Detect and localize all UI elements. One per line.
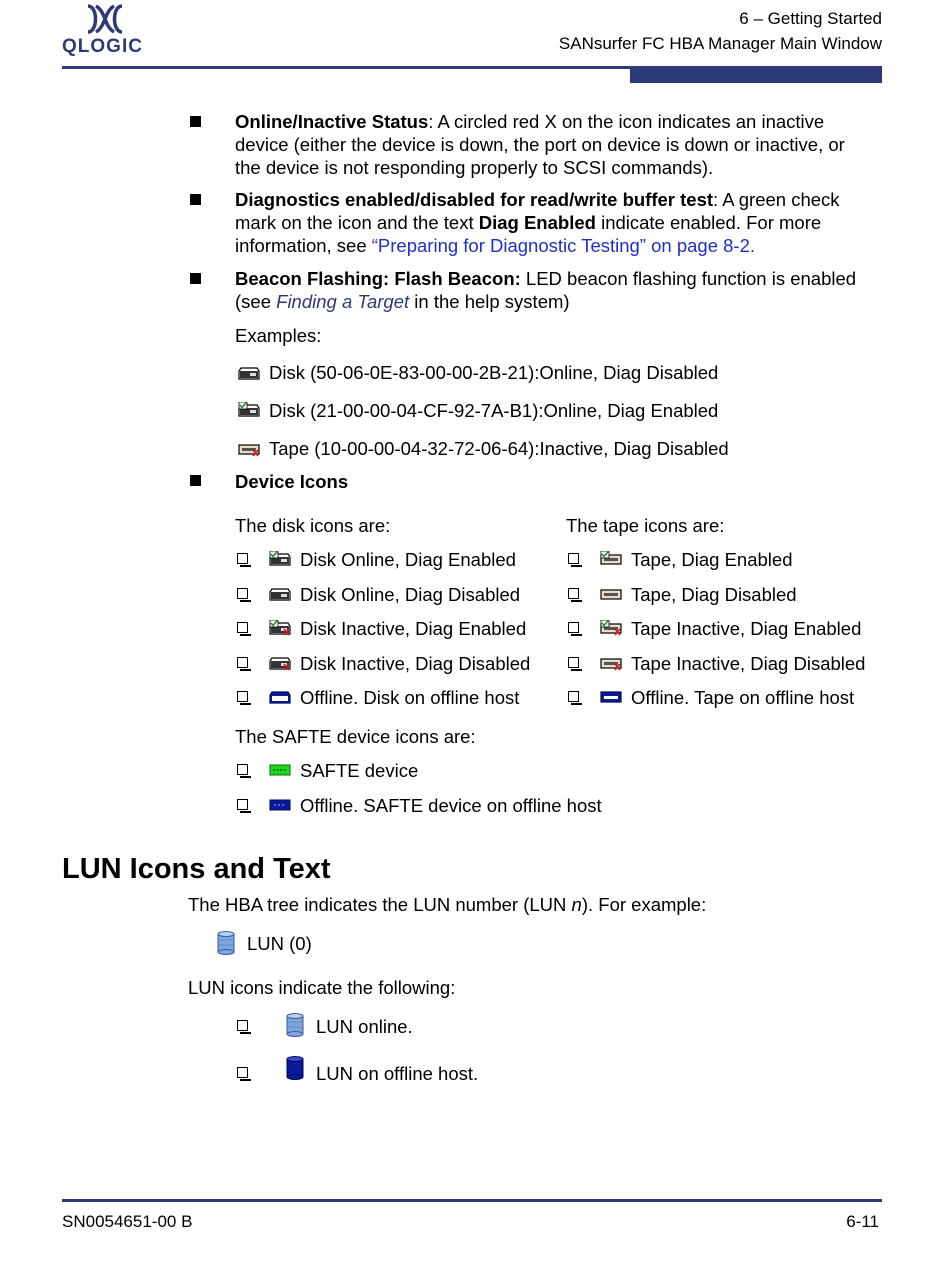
tape-icon-item: Tape Inactive, Diag Disabled (631, 653, 866, 674)
example-item: Tape (10-00-00-04-32-72-06-64):Inactive, Diag Disabled (269, 438, 729, 459)
lun-list-intro: LUN icons indicate the following: (188, 977, 456, 998)
status-paragraph (235, 110, 895, 179)
disk-online-diag-enabled-icon (238, 402, 260, 418)
examples-label: Examples: (235, 325, 322, 346)
example-item: Disk (50-06-0E-83-00-00-2B-21):Online, Diag Disabled (269, 362, 719, 383)
footer-rule (62, 1199, 882, 1202)
qlogic-logo-icon (84, 4, 126, 34)
disk-icon-item: Offline. Disk on offline host (300, 687, 520, 708)
tape-diag-disabled-icon (600, 586, 622, 602)
status-desc: : A circled red X on the icon indicates an inactive (428, 111, 825, 132)
status-desc-2: device (either the device is down, the port on device is down or inactive, or (235, 134, 845, 155)
status-desc-3: the device is not responding properly to SCSI commands). (235, 157, 714, 178)
bullet-square (190, 194, 201, 205)
tape-icon-item: Offline. Tape on offline host (631, 687, 855, 708)
lun-online-icon (285, 1013, 305, 1037)
lun-online-icon (216, 931, 236, 955)
safte-item: SAFTE device (300, 760, 419, 781)
bullet-square (190, 475, 201, 486)
beacon-desc-2c: in the help system) (409, 291, 570, 312)
lun-section-title: LUN Icons and Text (62, 853, 331, 885)
device-icons-term-text: Device Icons (235, 471, 349, 492)
tape-icon-item: Tape Inactive, Diag Enabled (631, 618, 862, 639)
list-checkbox (237, 553, 248, 564)
qlogic-logo (62, 4, 152, 56)
lun-intro-c: ). For example: (581, 894, 707, 915)
diag-term: Diagnostics enabled/disabled for read/write buffer test (235, 189, 714, 210)
disk-icon-item: Disk Inactive, Diag Disabled (300, 653, 531, 674)
lun-intro (188, 893, 706, 916)
logo-text: QLOGIC (62, 36, 143, 57)
lun-example: LUN (0) (247, 933, 312, 954)
tape-icon-item: Tape, Diag Enabled (631, 549, 793, 570)
tape-icon-item: Tape, Diag Disabled (631, 584, 797, 605)
list-checkbox (568, 657, 579, 668)
lun-item: LUN on offline host. (316, 1063, 479, 1084)
disk-icon-item: Disk Online, Diag Enabled (300, 549, 516, 570)
list-checkbox (568, 588, 579, 599)
bullet-square (190, 273, 201, 284)
diag-paragraph (235, 188, 895, 257)
disk-icons-heading: The disk icons are: (235, 515, 391, 536)
header-tab-bar (630, 66, 882, 83)
list-checkbox (237, 657, 248, 668)
safte-device-icon (269, 762, 291, 778)
tape-inactive-diag-enabled-icon (600, 620, 622, 636)
safte-heading: The SAFTE device icons are: (235, 726, 476, 747)
beacon-paragraph (235, 267, 895, 313)
diag-testing-link[interactable]: “Preparing for Diagnostic Testing” on page 8-2 (371, 235, 750, 256)
beacon-desc-2a: (see (235, 291, 277, 312)
lun-intro-n: n (571, 894, 582, 915)
safte-item: Offline. SAFTE device on offline host (300, 795, 602, 816)
tape-offline-icon (600, 689, 622, 705)
list-checkbox (237, 622, 248, 633)
beacon-desc: LED beacon flashing function is enabled (520, 268, 857, 289)
list-checkbox (568, 622, 579, 633)
page-number: 6-11 (846, 1212, 879, 1231)
diag-desc-3c: . (749, 235, 755, 256)
list-checkbox (237, 799, 248, 810)
disk-icon-item: Disk Online, Diag Disabled (300, 584, 521, 605)
status-term: Online/Inactive Status (235, 111, 429, 132)
running-header (559, 6, 882, 56)
disk-icon-item: Disk Inactive, Diag Enabled (300, 618, 527, 639)
section-title: SANsurfer FC HBA Manager Main Window (558, 34, 882, 53)
diag-desc: : A green check (713, 189, 840, 210)
finding-target-link[interactable]: Finding a Target (276, 291, 410, 312)
device-icons-term (235, 470, 348, 493)
beacon-term: Beacon Flashing: Flash Beacon: (235, 268, 521, 289)
disk-inactive-diag-enabled-icon (269, 620, 291, 636)
safte-offline-icon (269, 797, 291, 813)
lun-item: LUN online. (316, 1016, 413, 1037)
chapter-title: 6 – Getting Started (739, 9, 882, 28)
tape-icons-heading: The tape icons are: (566, 515, 725, 536)
list-checkbox (237, 1020, 248, 1031)
list-checkbox (568, 691, 579, 702)
tape-diag-enabled-icon (600, 551, 622, 567)
lun-offline-icon (285, 1056, 305, 1080)
diag-desc-2c: indicate enabled. For more (595, 212, 822, 233)
tape-inactive-diag-disabled-icon (238, 441, 260, 457)
disk-online-diag-disabled-icon (238, 365, 260, 381)
list-checkbox (237, 764, 248, 775)
list-checkbox (237, 1067, 248, 1078)
disk-online-diag-enabled-icon (269, 551, 291, 567)
list-checkbox (237, 588, 248, 599)
example-item: Disk (21-00-00-04-CF-92-7A-B1):Online, Diag Enabled (269, 400, 719, 421)
disk-inactive-diag-disabled-icon (269, 655, 291, 671)
bullet-square (190, 116, 201, 127)
doc-number: SN0054651-00 B (62, 1212, 193, 1231)
list-checkbox (237, 691, 248, 702)
disk-online-diag-disabled-icon (269, 586, 291, 602)
diag-desc-2a: mark on the icon and the text (235, 212, 479, 233)
list-checkbox (568, 553, 579, 564)
diag-desc-3a: information, see (235, 235, 372, 256)
lun-intro-a: The HBA tree indicates the LUN number (LUN (188, 894, 572, 915)
diag-enabled-term: Diag Enabled (478, 212, 596, 233)
tape-inactive-diag-disabled-icon (600, 655, 622, 671)
disk-offline-icon (269, 689, 291, 705)
